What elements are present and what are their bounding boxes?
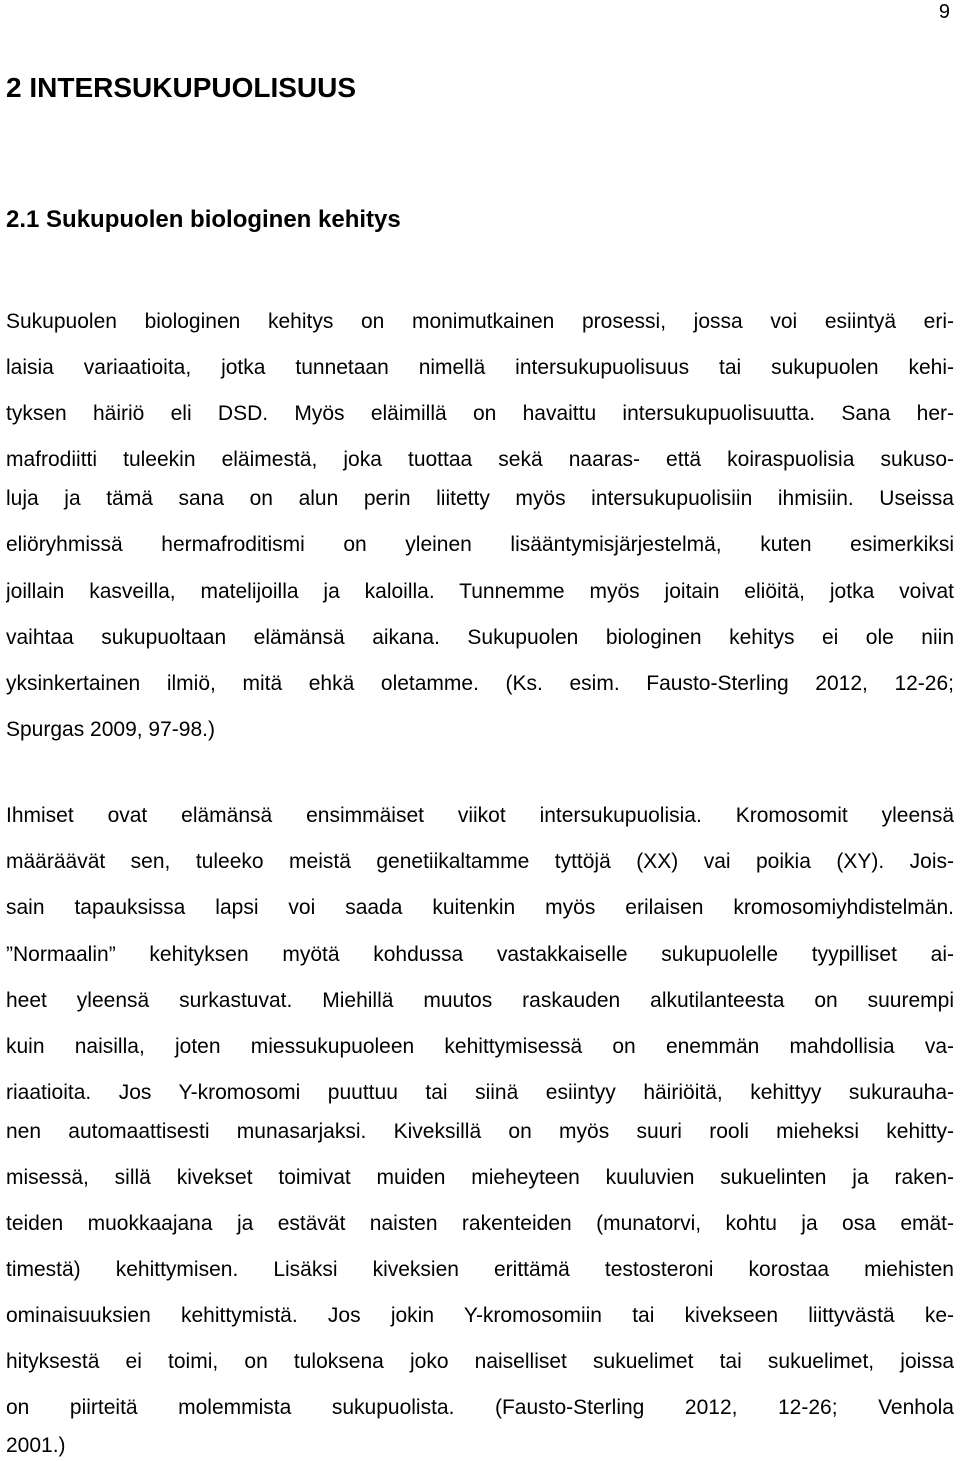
text-line: teiden muokkaajana ja estävät naisten rakenteiden (munatorvi, kohtu ja osa emät- — [6, 1212, 954, 1235]
page-number: 9 — [938, 1, 950, 23]
chapter-heading: 2 INTERSUKUPUOLISUUS — [6, 72, 357, 103]
text-line: ominaisuuksien kehittymistä. Jos jokin Y-kromosomiin tai kivekseen liittyvästä ke- — [6, 1304, 954, 1327]
text-line: luja ja tämä sana on alun perin liitetty myös intersukupuolisiin ihmisiin. Useissa — [6, 487, 954, 510]
text-line: eliöryhmissä hermafroditismi on yleinen lisääntymisjärjestelmä, kuten esimerkiksi — [6, 533, 954, 556]
text-line: ”Normaalin” kehityksen myötä kohdussa vastakkaiselle sukupuolelle tyypilliset ai- — [6, 943, 954, 966]
text-line: nen automaattisesti munasarjaksi. Kiveksillä on myös suuri rooli mieheksi kehitty- — [6, 1120, 954, 1143]
text-line: joillain kasveilla, matelijoilla ja kaloilla. Tunnemme myös joitain eliöitä, jotka voivat — [6, 580, 954, 603]
text-line: 2001.) — [6, 1434, 66, 1457]
text-line: yksinkertainen ilmiö, mitä ehkä oletamme. (Ks. esim. Fausto-Sterling 2012, 12-26; — [6, 672, 954, 695]
text-line: mafrodiitti tuleekin eläimestä, joka tuottaa sekä naaras- että koiraspuolisia sukuso- — [6, 448, 954, 471]
text-line: riaatioita. Jos Y-kromosomi puuttuu tai siinä esiintyy häiriöitä, kehittyy sukurauha- — [6, 1081, 954, 1104]
text-line: heet yleensä surkastuvat. Miehillä muutos raskauden alkutilanteesta on suurempi — [6, 989, 954, 1012]
text-line: laisia variaatioita, jotka tunnetaan nimellä intersukupuolisuus tai sukupuolen kehi- — [6, 356, 954, 379]
text-line: Spurgas 2009, 97-98.) — [6, 718, 215, 741]
text-line: on piirteitä molemmista sukupuolista. (Fausto-Sterling 2012, 12-26; Venhola — [6, 1396, 954, 1419]
text-line: timestä) kehittymisen. Lisäksi kiveksien erittämä testosteroni korostaa miehisten — [6, 1258, 954, 1281]
text-line: misessä, sillä kivekset toimivat muiden mieheyteen kuuluvien sukuelinten ja raken- — [6, 1166, 954, 1189]
text-line: hityksestä ei toimi, on tuloksena joko naiselliset sukuelimet tai sukuelimet, joissa — [6, 1350, 954, 1373]
text-line: kuin naisilla, joten miessukupuoleen kehittymisessä on enemmän mahdollisia va- — [6, 1035, 954, 1058]
text-line: tyksen häiriö eli DSD. Myös eläimillä on havaittu intersukupuolisuutta. Sana her- — [6, 402, 954, 425]
section-heading: 2.1 Sukupuolen biologinen kehitys — [6, 206, 401, 233]
text-line: Sukupuolen biologinen kehitys on monimutkainen prosessi, jossa voi esiintyä eri- — [6, 310, 954, 333]
text-line: sain tapauksissa lapsi voi saada kuitenkin myös erilaisen kromosomiyhdistelmän. — [6, 896, 954, 919]
text-line: vaihtaa sukupuoltaan elämänsä aikana. Sukupuolen biologinen kehitys ei ole niin — [6, 626, 954, 649]
text-line: Ihmiset ovat elämänsä ensimmäiset viikot intersukupuolisia. Kromosomit yleensä — [6, 804, 954, 827]
text-line: määräävät sen, tuleeko meistä genetiikaltamme tyttöjä (XX) vai poikia (XY). Jois- — [6, 850, 954, 873]
